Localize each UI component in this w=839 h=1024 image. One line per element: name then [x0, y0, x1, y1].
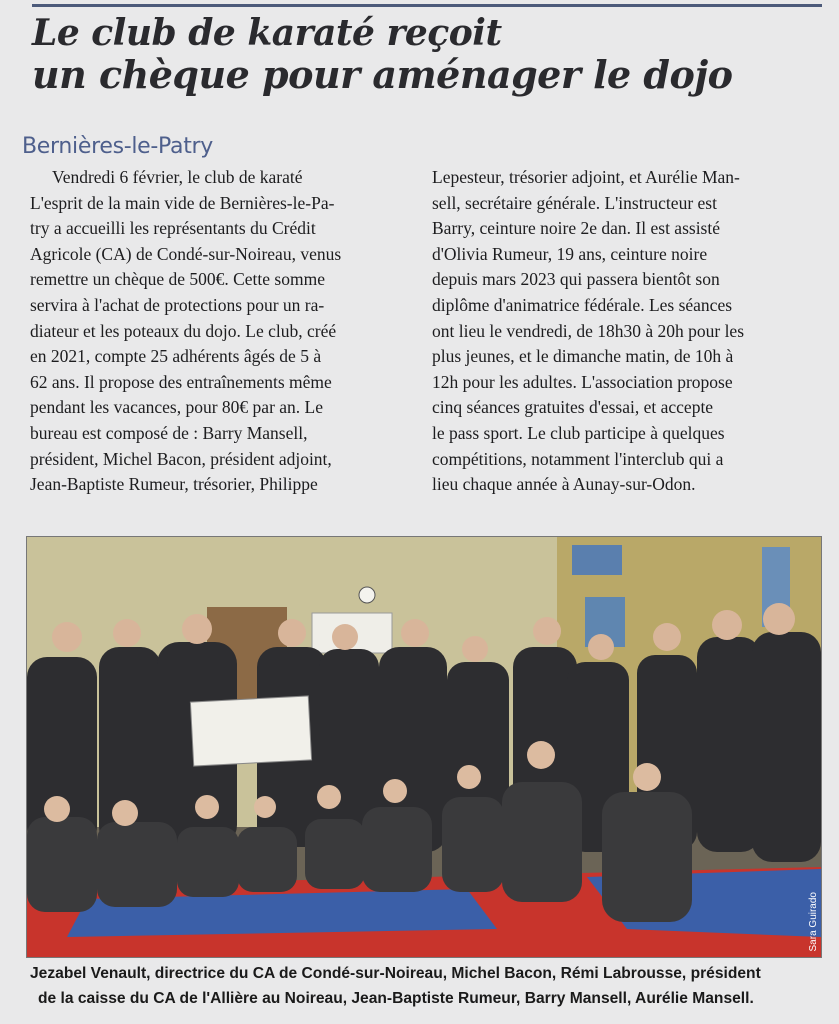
- column-1-line: diateur et les poteaux du dojo. Le club, créé: [30, 320, 337, 341]
- column-1-line: L'esprit de la main vide de Bernières-le-Pa-: [30, 192, 335, 213]
- column-1-line: try a accueilli les représentants du Crédit: [30, 218, 316, 239]
- column-1-line: Vendredi 6 février, le club de karaté: [52, 167, 303, 187]
- column-2-line: Lepesteur, trésorier adjoint, et Aurélie Man-: [432, 167, 740, 187]
- column-1-line: bureau est composé de : Barry Mansell,: [30, 422, 308, 443]
- photo-clock: [359, 587, 375, 603]
- article-column-2: [432, 165, 825, 498]
- headline-line-1: Le club de karaté reçoit: [32, 12, 502, 54]
- column-2-line: sell, secrétaire générale. L'instructeur est: [432, 192, 717, 213]
- column-2-line: depuis mars 2023 qui passera bientôt son: [432, 269, 720, 290]
- headline-line-2: un chèque pour aménager le dojo: [32, 52, 733, 97]
- column-2-line: cinq séances gratuites d'essai, et accepte: [432, 397, 714, 418]
- caption-line-1: Jezabel Venault, directrice du CA de Condé-sur-Noireau, Michel Bacon, Rémi Labrousse, président: [30, 965, 761, 982]
- headline: [32, 12, 822, 96]
- column-2-line: 12h pour les adultes. L'association propose: [432, 371, 733, 392]
- column-2-line: plus jeunes, et le dimanche matin, de 10h à: [432, 346, 734, 367]
- article-column-1: [30, 165, 402, 498]
- column-1-line: servira à l'achat de protections pour un ra-: [30, 294, 325, 315]
- column-1-line: Jean-Baptiste Rumeur, trésorier, Philippe: [30, 474, 318, 495]
- column-2-line: le pass sport. Le club participe à quelques: [432, 422, 725, 443]
- top-rule: [32, 4, 822, 7]
- column-2-line: diplôme d'animatrice fédérale. Les séances: [432, 294, 733, 315]
- column-2-line: d'Olivia Rumeur, 19 ans, ceinture noire: [432, 243, 708, 264]
- group-photo: [26, 536, 822, 958]
- column-2-line: lieu chaque année à Aunay-sur-Odon.: [432, 474, 696, 495]
- photo-cheque: [190, 696, 311, 766]
- column-2-line: compétitions, notamment l'interclub qui a: [432, 448, 724, 469]
- column-1-line: Agricole (CA) de Condé-sur-Noireau, venus: [30, 243, 342, 264]
- column-1-line: président, Michel Bacon, président adjoint,: [30, 448, 332, 469]
- dateline: Bernières-le-Patry: [22, 134, 214, 159]
- photo-credit: Sara Guirado: [808, 891, 819, 951]
- photo-caption: [30, 961, 835, 1011]
- column-2-line: Barry, ceinture noire 2e dan. Il est assisté: [432, 218, 720, 239]
- column-1-line: pendant les vacances, pour 80€ par an. Le: [30, 397, 324, 418]
- column-1-line: en 2021, compte 25 adhérents âgés de 5 à: [30, 346, 322, 367]
- column-1-line: 62 ans. Il propose des entraînements même: [30, 371, 332, 392]
- column-1-line: remettre un chèque de 500€. Cette somme: [30, 269, 325, 290]
- group-photo-illustration: [27, 537, 821, 957]
- photo-window: [572, 545, 622, 575]
- caption-line-2: de la caisse du CA de l'Allière au Noireau, Jean-Baptiste Rumeur, Barry Mansell, Aurélie Mansell.: [38, 990, 754, 1007]
- column-2-line: ont lieu le vendredi, de 18h30 à 20h pour les: [432, 320, 745, 341]
